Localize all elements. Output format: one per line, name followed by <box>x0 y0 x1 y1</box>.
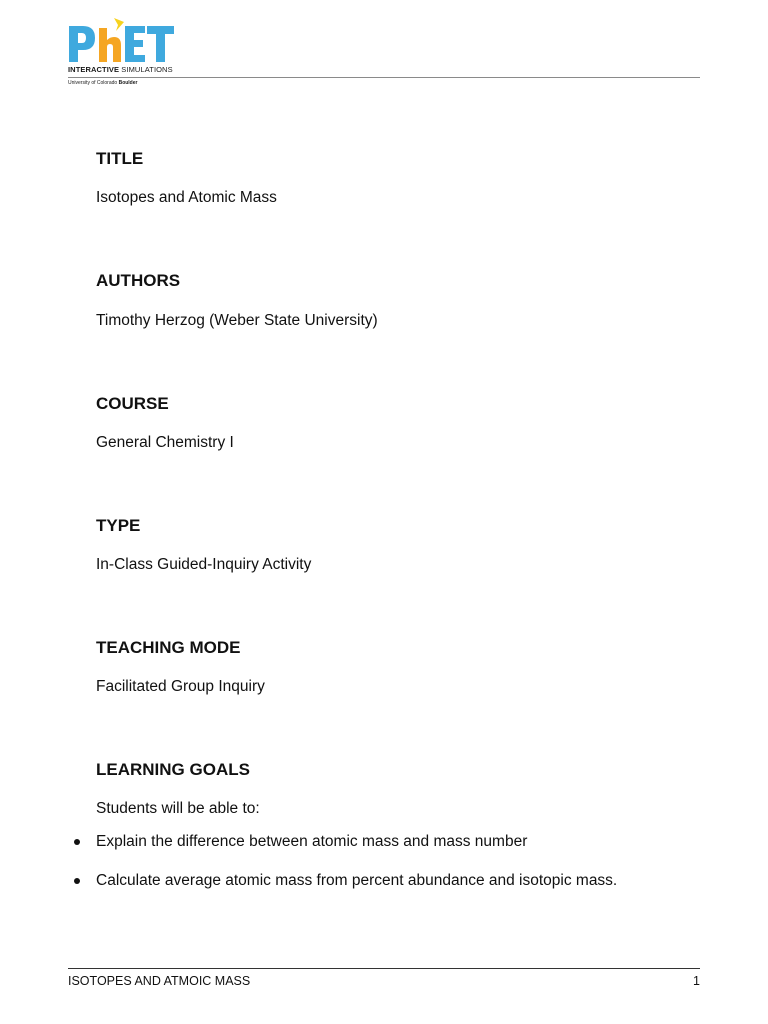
learning-goals-intro-wrap <box>96 799 260 819</box>
course-text: General Chemistry I <box>96 434 234 451</box>
type-text: In-Class Guided-Inquiry Activity <box>96 556 312 573</box>
header-divider <box>68 77 700 78</box>
authors-text: Timothy Herzog (Weber State University) <box>96 312 378 329</box>
footer-divider <box>68 968 700 969</box>
section-course-value <box>96 433 234 453</box>
section-heading: COURSE <box>96 394 169 413</box>
section-heading: AUTHORS <box>96 271 181 290</box>
teaching-mode-text: Facilitated Group Inquiry <box>96 678 265 695</box>
document-title: Isotopes and Atomic Mass <box>96 189 277 206</box>
section-type <box>96 515 140 537</box>
section-teaching-mode-value <box>96 677 265 697</box>
section-learning-goals <box>96 759 250 781</box>
page-number: 1 <box>693 974 700 988</box>
section-authors <box>96 270 180 292</box>
section-heading: LEARNING GOALS <box>96 760 250 779</box>
section-teaching-mode <box>96 637 241 659</box>
section-course <box>96 393 169 415</box>
phet-wordmark-icon <box>68 18 176 66</box>
list-item: Explain the difference between atomic mass and mass number <box>96 833 528 850</box>
section-type-value <box>96 555 311 575</box>
footer-title: ISOTOPES AND ATMOIC MASS <box>68 974 251 988</box>
learning-goals-intro: Students will be able to: <box>96 800 260 817</box>
section-heading: TEACHING MODE <box>96 638 241 657</box>
section-title <box>96 148 143 170</box>
section-title-value <box>96 188 277 208</box>
logo-tagline: INTERACTIVE SIMULATIONS <box>68 65 173 74</box>
bullet-icon <box>74 878 80 884</box>
logo-university: University of Colorado Boulder <box>68 80 138 86</box>
section-authors-value <box>96 311 378 331</box>
section-heading: TITLE <box>96 149 144 168</box>
section-heading: TYPE <box>96 516 141 535</box>
bullet-icon <box>74 839 80 845</box>
list-item: Calculate average atomic mass from percent abundance and isotopic mass. <box>96 872 618 889</box>
